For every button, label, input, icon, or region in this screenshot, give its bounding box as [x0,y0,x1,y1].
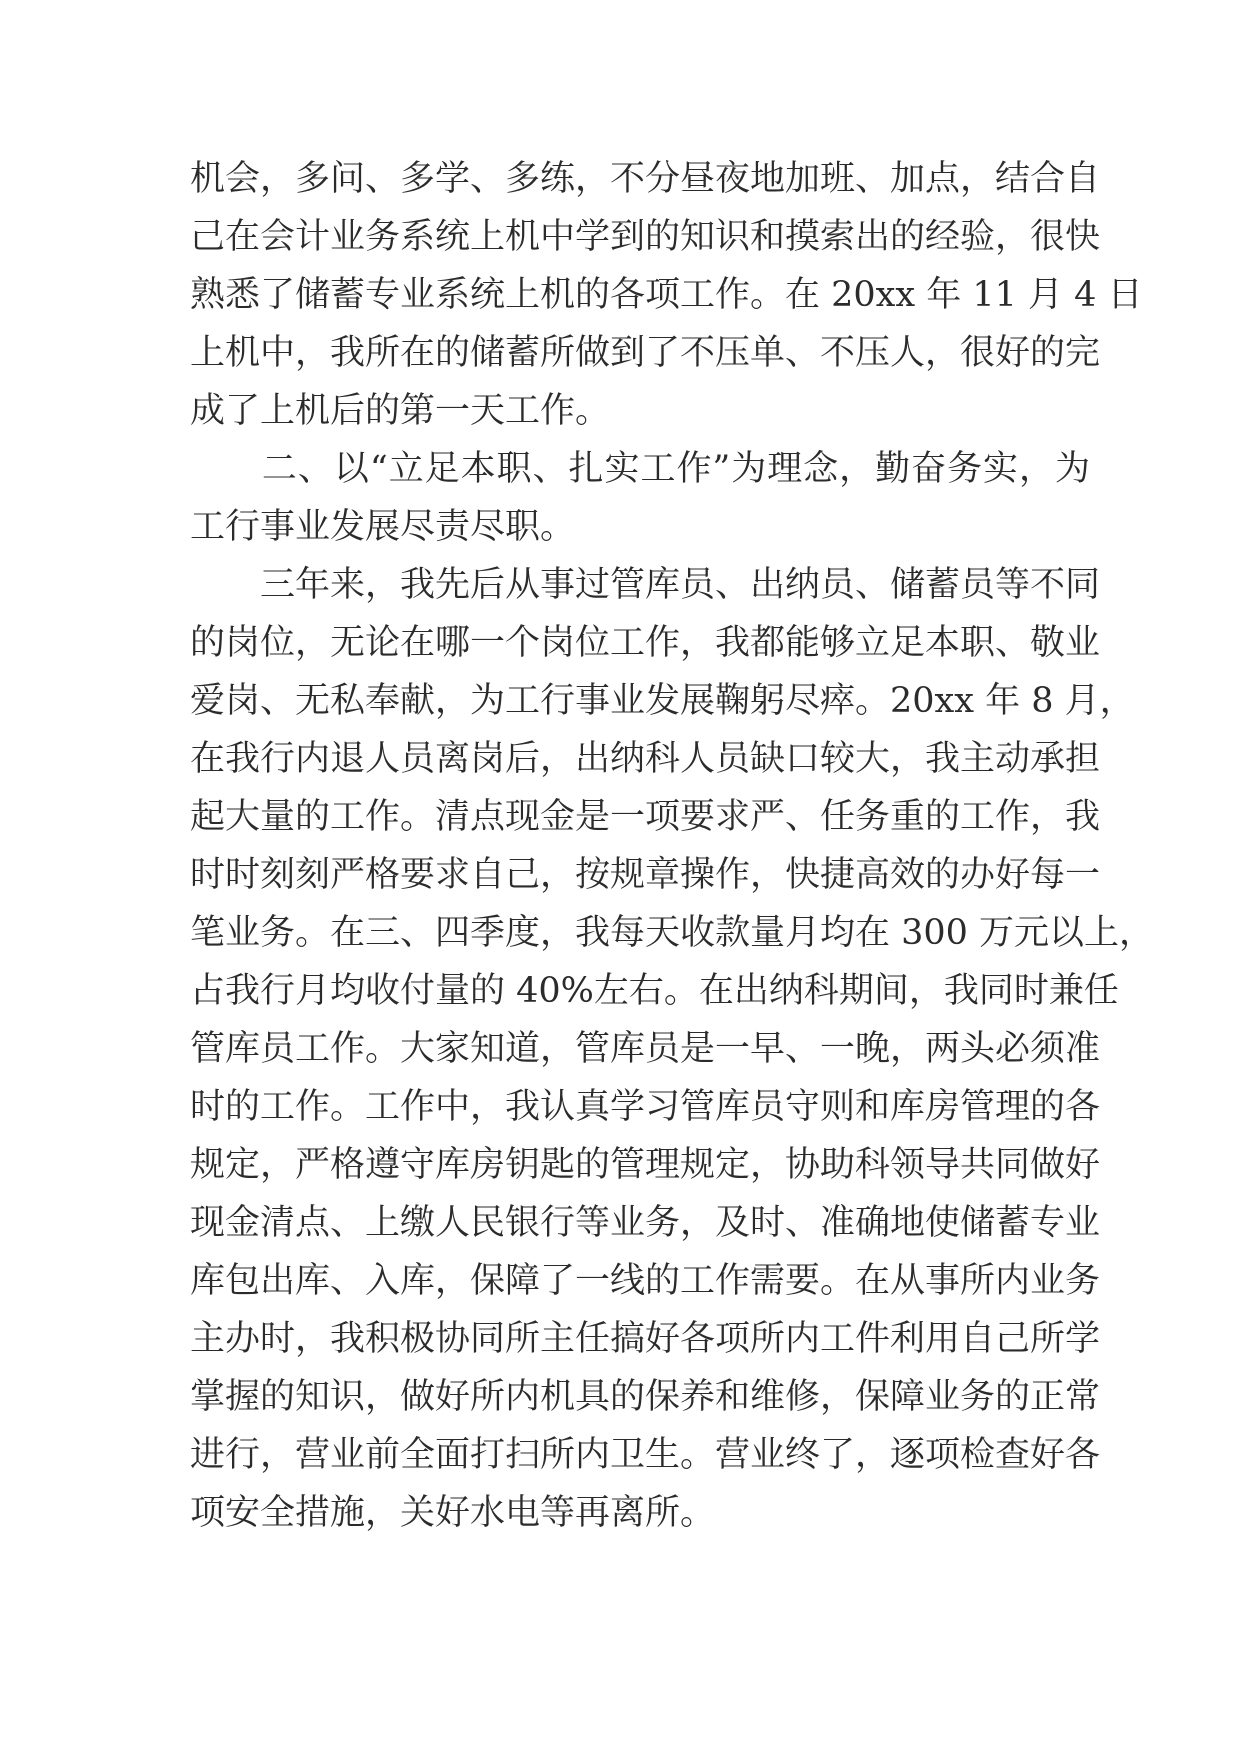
text-line: 掌握的知识，做好所内机具的保养和维修，保障业务的正常 [190,1377,1101,1417]
text-line: 在我行内退人员离岗后，出纳科人员缺口较大，我主动承担 [190,739,1101,779]
text-line: 库包出库、入库，保障了一线的工作需要。在从事所内业务 [190,1261,1101,1301]
text-line: 笔业务。在三、四季度，我每天收款量月均在 300 万元以上， [190,913,1155,953]
text-line: 上机中，我所在的储蓄所做到了不压单、不压人，很好的完 [190,333,1101,373]
text-line: 占我行月均收付量的 40%左右。在出纳科期间，我同时兼任 [190,971,1119,1011]
text-line: 规定，严格遵守库房钥匙的管理规定，协助科领导共同做好 [190,1145,1101,1185]
text-line: 机会，多问、多学、多练，不分昼夜地加班、加点，结合自 [190,159,1101,199]
section-heading-line: 工行事业发展尽责尽职。 [190,507,576,547]
section-heading-line: 二、以“立足本职、扎实工作”为理念，勤奋务实，为 [190,449,1090,489]
text-line: 成了上机后的第一天工作。 [190,391,611,431]
text-line: 的岗位，无论在哪一个岗位工作，我都能够立足本职、敬业 [190,623,1101,663]
body-text [190,150,1155,1542]
text-line: 己在会计业务系统上机中学到的知识和摸索出的经验，很快 [190,217,1101,257]
text-line: 起大量的工作。清点现金是一项要求严、任务重的工作，我 [190,797,1101,837]
text-line: 三年来，我先后从事过管库员、出纳员、储蓄员等不同 [190,565,1101,605]
text-line: 熟悉了储蓄专业系统上机的各项工作。在 20xx 年 11 月 4 日 [190,275,1143,315]
text-line: 管库员工作。大家知道，管库员是一早、一晚，两头必须准 [190,1029,1101,1069]
text-line: 主办时，我积极协同所主任搞好各项所内工件利用自己所学 [190,1319,1101,1359]
text-line: 项安全措施，关好水电等再离所。 [190,1493,716,1533]
text-line: 现金清点、上缴人民银行等业务，及时、准确地使储蓄专业 [190,1203,1101,1243]
text-line: 时时刻刻严格要求自己，按规章操作，快捷高效的办好每一 [190,855,1101,895]
text-line: 进行，营业前全面打扫所内卫生。营业终了，逐项检查好各 [190,1435,1101,1475]
text-line: 爱岗、无私奉献，为工行事业发展鞠躬尽瘁。20xx 年 8 月， [190,681,1135,721]
text-line: 时的工作。工作中，我认真学习管库员守则和库房管理的各 [190,1087,1101,1127]
